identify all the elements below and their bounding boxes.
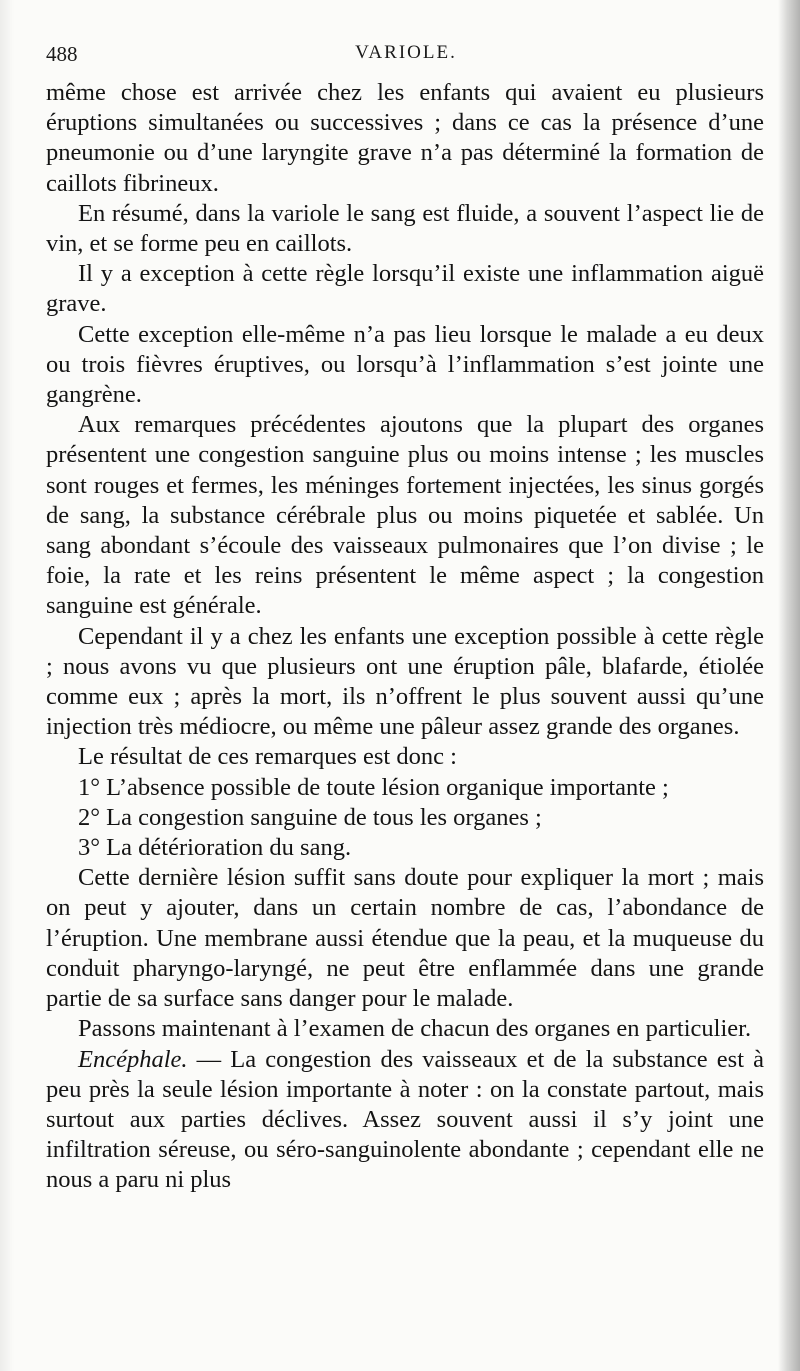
paragraph-encephale — [46, 1045, 764, 1196]
paragraph: Cette dernière lésion suffit sans doute pour expliquer la mort ; mais on peut y ajouter, dans un certain nombre de cas, l’abondance de l’éruption. Une membrane aussi étendue que la peau, et la muqueuse du conduit pharyngo-laryngé, ne peut être enflammée dans une grande partie de sa surface sans danger pour le malade. — [46, 864, 764, 1013]
page-edge-shadow-left — [0, 0, 14, 1371]
paragraph: Passons maintenant à l’examen de chacun des organes en particulier. — [78, 1015, 752, 1043]
section-lead-italic: Encéphale. — [78, 1045, 188, 1073]
paragraph: Il y a exception à cette règle lorsqu’il existe une inflammation aiguë grave. — [46, 260, 764, 318]
paragraph: Cependant il y a chez les enfants une exception possible à cette règle ; nous avons vu que plusieurs ont une éruption pâle, blafarde, étiolée comme eux ; après la mort, ils n’offrent le plus souvent aussi qu’une injection très médiocre, ou même une pâleur assez grande des organes. — [46, 622, 764, 741]
body-text — [46, 78, 764, 1196]
paragraph: Cette exception elle-même n’a pas lieu lorsque le malade a eu deux ou trois fièvres éruptives, ou lorsqu’à l’inflammation s’est jointe une gangrène. — [46, 320, 764, 409]
section-text: — La congestion des vaisseaux et de la substance est à peu près la seule lésion importante à noter : on la constate partout, mais surtout aux parties déclives. Assez souvent aussi il s’y joint une infiltration séreuse, ou séro-sanguinolente abondante ; cependant elle ne nous a paru ni plus — [46, 1045, 764, 1194]
list-item: 1° L’absence possible de toute lésion organique importante ; — [78, 773, 669, 801]
paragraph-continued: même chose est arrivée chez les enfants qui avaient eu plusieurs éruptions simultanées ou successives ; dans ce cas la présence d’une pneumonie ou d’une laryngite grave n’a pas déterminé la formation de caillots fibrineux. — [46, 79, 764, 197]
paragraph: En résumé, dans la variole le sang est fluide, a souvent l’aspect lie de vin, et se forme peu en caillots. — [46, 199, 764, 258]
page-edge-shadow-right — [778, 0, 800, 1371]
paragraph: Le résultat de ces remarques est donc : — [78, 743, 457, 771]
paragraph: Aux remarques précédentes ajoutons que la plupart des organes présentent une congestion sanguine plus ou moins intense ; les muscles sont rouges et fermes, les méninges fortement injectées, les sinus gorgés de sang, la substance cérébrale plus ou moins piquetée et sablée. Un sang abondant s’écoule des vaisseaux pulmonaires que l’on divise ; le foie, la rate et les reins présentent le même aspect ; la congestion sanguine est générale. — [46, 411, 764, 620]
list-item: 2° La congestion sanguine de tous les organes ; — [78, 803, 542, 831]
page-number: 488 — [46, 42, 78, 66]
list-item: 3° La détérioration du sang. — [78, 834, 352, 862]
running-title: VARIOLE. — [355, 42, 457, 63]
running-head — [46, 42, 766, 72]
